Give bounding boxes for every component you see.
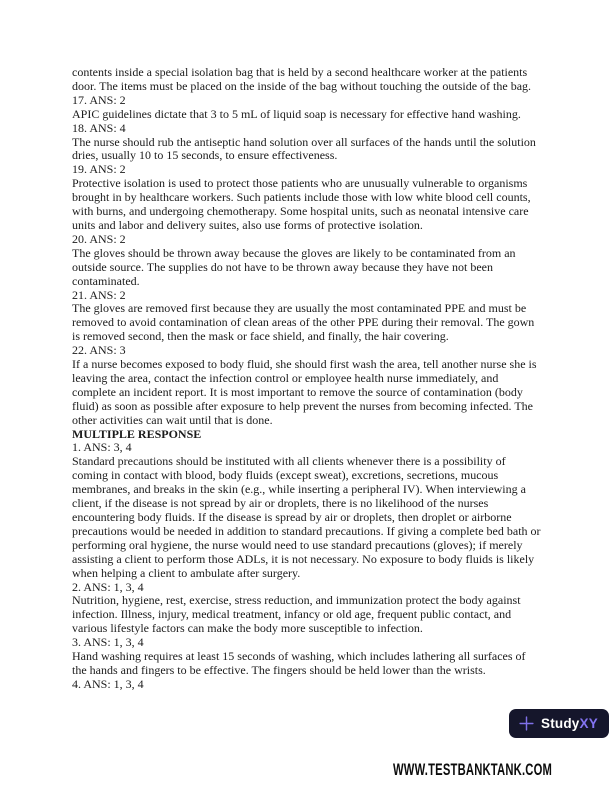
answer-line: 17. ANS: 2 — [72, 92, 126, 107]
answer-line: 1. ANS: 3, 4 — [72, 440, 132, 455]
answer-line: 22. ANS: 3 — [72, 343, 126, 358]
answer-line: 4. ANS: 1, 3, 4 — [72, 676, 144, 691]
explanation-paragraph: Protective isolation is used to protect those patients who are unusually vulnerable to organisms brought in by healthcare workers. Such patients include those with low white blood cell counts, with burns, and undergoing chemotherapy. Some hospital units, such as neonatal intensive care units and labor and delivery suites, also use forms of protective isolation. — [72, 176, 531, 232]
section-heading: MULTIPLE RESPONSE — [72, 426, 202, 441]
explanation-paragraph: If a nurse becomes exposed to body fluid, she should first wash the area, tell another nurse she is leaving the area, contact the infection control or employee health nurse immediately, and complete an incident report. It is most important to remove the source of contamination (body fluid) as soon as possible after exposure to help prevent the nurses from becoming infected. The other activities can wait until that is done. — [72, 357, 537, 427]
explanation-paragraph: APIC guidelines dictate that 3 to 5 mL of liquid soap is necessary for effective hand washing. — [72, 106, 521, 121]
document-content — [72, 66, 542, 692]
brand-name-primary: Study — [541, 716, 580, 731]
plus-icon-path — [520, 717, 533, 730]
answer-line: 20. ANS: 2 — [72, 231, 126, 246]
explanation-paragraph: Nutrition, hygiene, rest, exercise, stress reduction, and immunization protect the body against infection. Illness, injury, medical treatment, infancy or old age, frequent public contact, and various lifestyle factors can make the body more susceptible to infection. — [72, 593, 521, 636]
explanation-paragraph: The nurse should rub the antiseptic hand solution over all surfaces of the hands until the solution dries, usually 10 to 15 seconds, to ensure effectiveness. — [72, 134, 536, 163]
answer-line: 18. ANS: 4 — [72, 120, 126, 135]
explanation-paragraph: contents inside a special isolation bag that is held by a second healthcare worker at the patients door. The items must be placed on the inside of the bag without touching the outside of the bag. — [72, 65, 532, 93]
answer-line: 3. ANS: 1, 3, 4 — [72, 635, 144, 650]
studyxy-badge — [509, 709, 609, 738]
explanation-paragraph: Standard precautions should be instituted with all clients whenever there is a possibility of coming in contact with blood, body fluids (except sweat), excretions, secretions, mucous membranes, and breaks in the skin (e.g., while inserting a peripheral IV). When interviewing a client, if the disease is not spread by air or droplets, there is no likelihood of the nurses encountering body fluids. If the disease is spread by air or droplets, then droplet or airborne precautions would be needed in addition to standard precautions. If giving a complete bed bath or performing oral hygiene, the nurse would need to use standard precautions (gloves); if merely assisting a client to perform those ADLs, it is not necessary. No exposure to body fluids is likely when helping a client to ambulate after surgery. — [72, 454, 541, 580]
answer-line: 19. ANS: 2 — [72, 162, 126, 177]
answer-line: 2. ANS: 1, 3, 4 — [72, 579, 144, 594]
answer-line: 21. ANS: 2 — [72, 287, 126, 302]
brand-name-accent: XY — [579, 716, 598, 731]
explanation-paragraph: The gloves are removed first because they are usually the most contaminated PPE and must be removed to avoid contamination of clean areas of the other PPE during their removal. The gown is removed second, then the mask or face shield, and finally, the hair covering. — [72, 301, 535, 344]
brand-wordmark — [541, 716, 598, 731]
explanation-paragraph: The gloves should be thrown away because the gloves are likely to be contaminated from an outside source. The supplies do not have to be thrown away because they have not been contaminated. — [72, 245, 516, 288]
website-url: WWW.TESTBANKTANK.COM — [393, 761, 553, 779]
explanation-paragraph: Hand washing requires at least 15 seconds of washing, which includes lathering all surfaces of the hands and fingers to be effective. The fingers should be held lower than the wrists. — [72, 649, 526, 677]
plus-icon — [518, 715, 535, 732]
